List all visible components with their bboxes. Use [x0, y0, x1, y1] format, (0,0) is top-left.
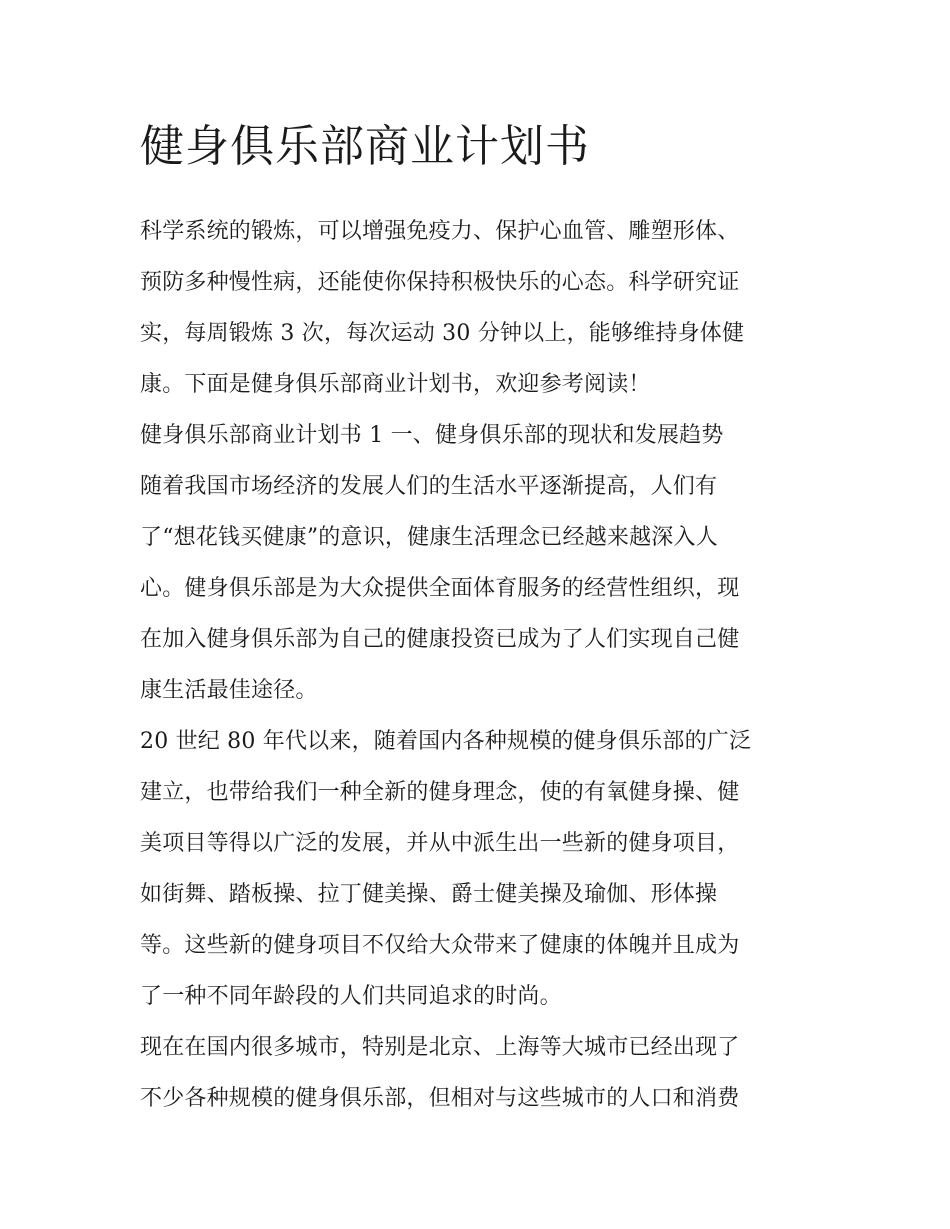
document-title: 健身俱乐部商业计划书 — [140, 121, 590, 172]
paragraph-section-1: 健身俱乐部商业计划书 1 一、健身俱乐部的现状和发展趋势 随着我国市场经济的发展人们的生活水平逐渐提高，人们有 了“想花钱买健康”的意识，健康生活理念已经越来越深入人 心。健身俱乐部是为大众提供全面体育服务的经营性组织，现 在加入健身俱乐部为自己的健康投资已成为了人们实现自己健 康生活最佳途径。 — [140, 423, 740, 703]
document-page — [140, 112, 820, 1124]
paragraph-current: 现在在国内很多城市，特别是北京、上海等大城市已经出现了 不少各种规模的健身俱乐部，但相对与这些城市的人口和消费 — [140, 1035, 740, 1111]
paragraph-history: 20 世纪 80 年代以来，随着国内各种规模的健身俱乐部的广泛 建立，也带给我们一种全新的健身理念，使的有氧健身操、健 美项目等得以广泛的发展，并从中派生出一些新的健身项目， 如街舞、踏板操、拉丁健美操、爵士健美操及瑜伽、形体操 等。这些新的健身项目不仅给大众带来了健康的体魄并且成为 了一种不同年龄段的人们共同追求的时尚。 — [140, 729, 752, 1009]
paragraph-intro: 科学系统的锻炼，可以增强免疫力、保护心血管、雕塑形体、 预防多种慢性病，还能使你保持积极快乐的心态。科学研究证 实，每周锻炼 3 次，每次运动 30 分钟以上，能够维持身体健 康。下面是健身俱乐部商业计划书，欢迎参考阅读！ — [140, 219, 745, 397]
